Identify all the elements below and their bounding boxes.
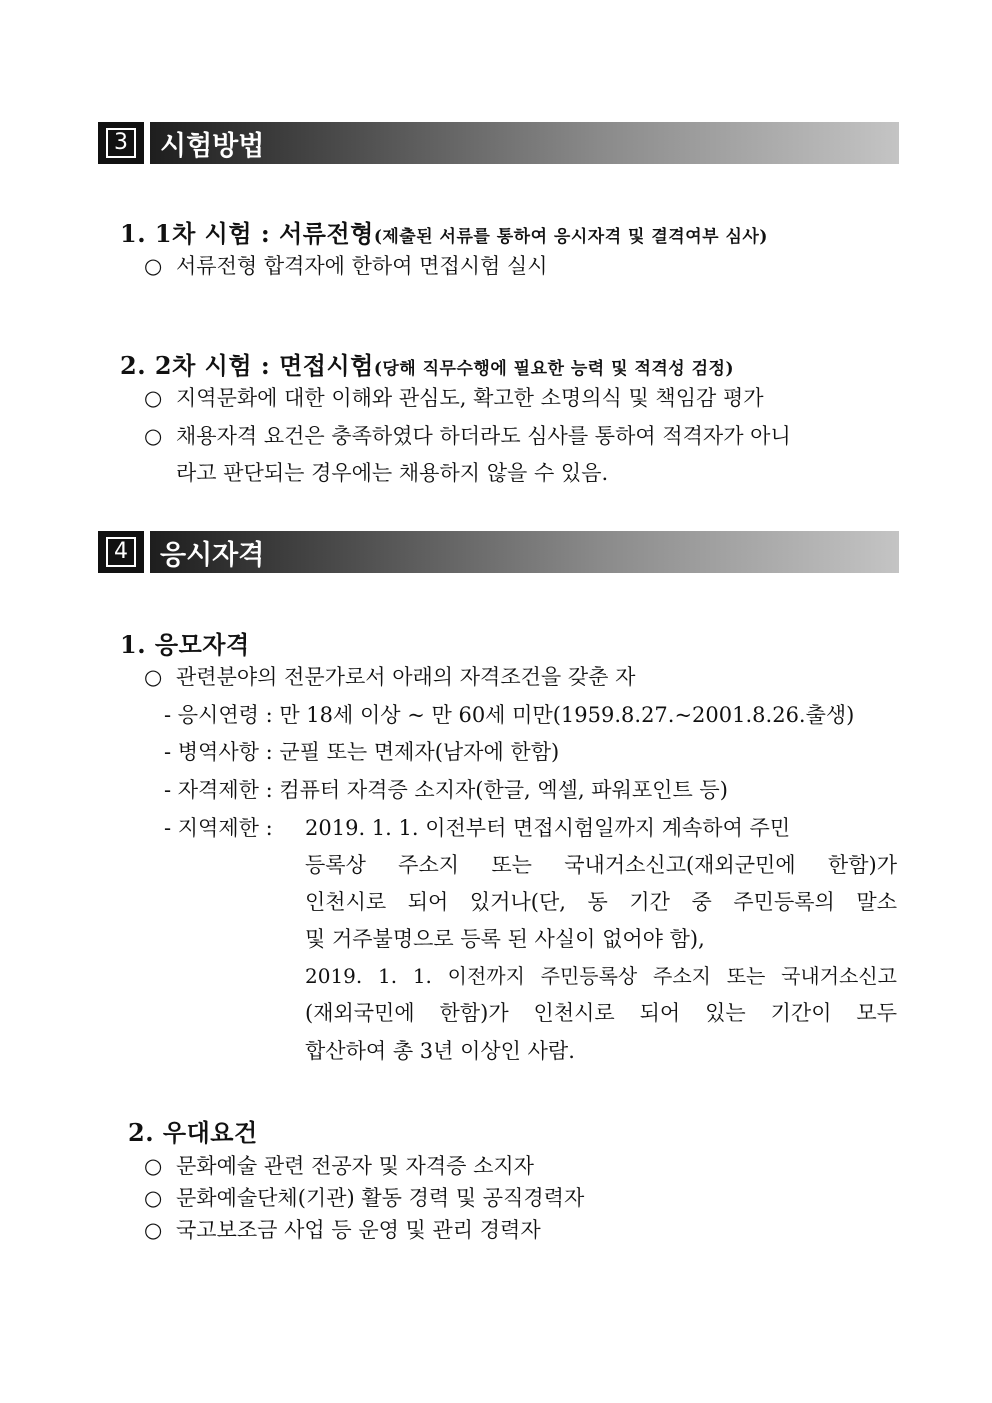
item-heading-text: 1. 1차 시험 : 서류전형 [120,219,374,248]
item-heading-note: (당해 직무수행에 필요한 능력 및 적격성 검정) [373,359,735,379]
section-number: 3 [106,128,136,158]
circle-bullet-icon: ○ [144,424,163,448]
section-3-header [98,122,899,164]
list-item [144,667,635,688]
list-item-text: 서류전형 합격자에 한하여 면접시험 실시 [176,254,548,278]
list-item-text: 국고보조금 사업 등 운영 및 관리 경력자 [176,1218,541,1242]
criterion-region-line: 등록상 주소지 또는 국내거소신고(재외군민에 한함)가 [305,853,897,877]
section-title: 시험방법 [150,122,899,164]
criterion-military: - 병역사항 : 군필 또는 면제자(남자에 한함) [164,740,560,764]
criterion-region-line: 및 거주불명으로 등록 된 사실이 없어야 함), [305,927,705,951]
criterion-license: - 자격제한 : 컴퓨터 자격증 소지자(한글, 엑셀, 파워포인트 등) [164,778,728,802]
item-heading-preference: 2. 우대요건 [128,1118,258,1147]
list-item-text: 채용자격 요건은 충족하였다 하더라도 심사를 통하여 적격자가 아니 [176,424,791,448]
list-item [144,1188,584,1209]
list-item-text: 지역문화에 대한 이해와 관심도, 확고한 소명의식 및 책임감 평가 [176,386,764,410]
list-item-text: 문화예술 관련 전공자 및 자격증 소지자 [176,1154,534,1178]
circle-bullet-icon: ○ [144,254,163,278]
list-item [144,388,764,409]
criterion-region-line: 합산하여 총 3년 이상인 사람. [305,1039,575,1063]
section-number-box [98,122,144,164]
section-number: 4 [106,537,136,567]
list-item-text: 문화예술단체(기관) 활동 경력 및 공직경력자 [176,1186,585,1210]
circle-bullet-icon: ○ [144,665,163,689]
criterion-age: - 응시연령 : 만 18세 이상 ~ 만 60세 미만(1959.8.27.~2001.8.26.출생) [164,703,855,727]
circle-bullet-icon: ○ [144,386,163,410]
item-heading-second-exam [120,346,734,381]
criterion-region-line: 2019. 1. 1. 이전까지 주민등록상 주소지 또는 국내거소신고 [305,964,897,988]
criterion-region-label: - 지역제한 : [164,816,273,840]
circle-bullet-icon: ○ [144,1154,163,1178]
circle-bullet-icon: ○ [144,1186,163,1210]
section-4-header [98,531,899,573]
item-heading-text: 2. 2차 시험 : 면접시험 [120,351,374,380]
list-item [144,426,791,447]
criterion-region-line: 인천시로 되어 있거나(단, 동 기간 중 주민등록의 말소 [305,890,897,914]
list-item [144,1156,534,1177]
list-item [144,256,548,277]
circle-bullet-icon: ○ [144,1218,163,1242]
item-heading-qualification: 1. 응모자격 [120,630,250,659]
item-heading-note: (제출된 서류를 통하여 응시자격 및 결격여부 심사) [373,227,768,247]
section-number-box [98,531,144,573]
list-item-continuation: 라고 판단되는 경우에는 채용하지 않을 수 있음. [176,461,609,485]
item-heading-first-exam [120,214,768,249]
section-title: 응시자격 [150,531,899,573]
criterion-region-line: 2019. 1. 1. 이전부터 면접시험일까지 계속하여 주민 [305,816,791,840]
list-item [144,1220,541,1241]
criterion-region-line: (재외국민에 한함)가 인천시로 되어 있는 기간이 모두 [305,1001,897,1025]
list-item-text: 관련분야의 전문가로서 아래의 자격조건을 갖춘 자 [176,665,636,689]
